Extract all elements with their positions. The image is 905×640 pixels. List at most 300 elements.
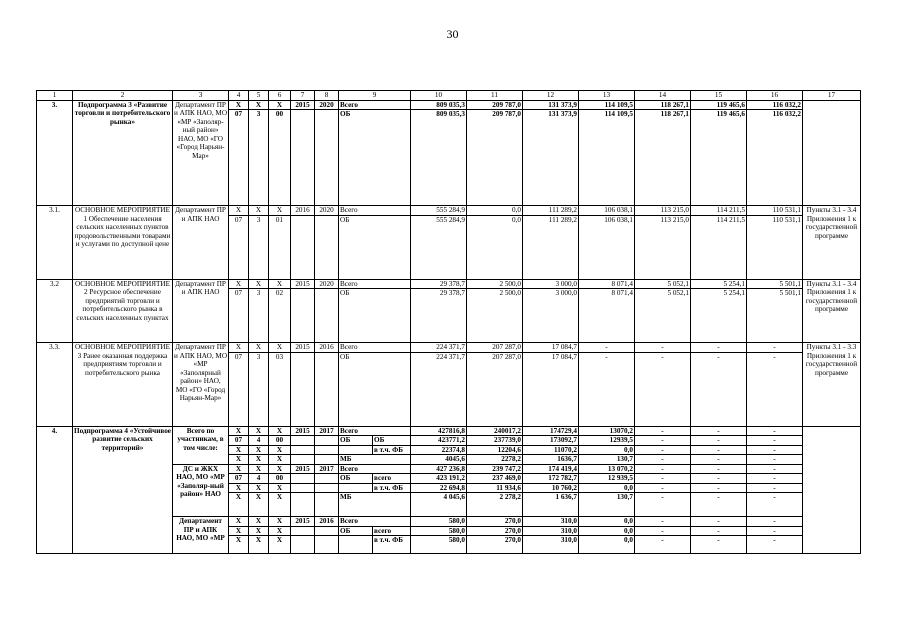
value-cell: -	[747, 526, 803, 536]
value-cell: 2 278,2	[467, 493, 523, 517]
value-cell: -	[691, 474, 747, 484]
table-cell: 4	[249, 436, 269, 446]
table-cell: 2015	[291, 100, 315, 110]
value-cell: 130,7	[579, 493, 635, 517]
value-cell: 0,0	[579, 445, 635, 455]
value-cell: 5 052,1	[635, 279, 691, 289]
column-header: 10	[411, 91, 467, 101]
value-cell: 310,0	[523, 536, 579, 554]
value-cell: 17 084,7	[523, 343, 579, 353]
table-cell: 2015	[291, 343, 315, 353]
table-cell: Х	[229, 455, 249, 465]
value-cell: -	[635, 464, 691, 474]
value-cell: -	[747, 493, 803, 517]
table-cell	[315, 436, 339, 446]
value-cell: 1636,7	[523, 455, 579, 465]
value-cell: 0,0	[467, 215, 523, 279]
row-number: 3.1.	[37, 206, 73, 280]
page-number: 30	[446, 27, 459, 41]
table-cell: Х	[269, 464, 291, 474]
table-cell	[315, 215, 339, 279]
table-cell: Х	[269, 536, 291, 554]
column-header: 8	[315, 91, 339, 101]
value-cell: 239 747,2	[467, 464, 523, 474]
value-cell: 12204,6	[467, 445, 523, 455]
value-cell: 11 934,6	[467, 483, 523, 493]
table-cell: Х	[229, 526, 249, 536]
source-sublabel: в т.ч. ФБ	[373, 483, 411, 493]
table-cell: Х	[269, 343, 291, 353]
value-cell: 111 289,2	[523, 206, 579, 216]
value-cell: 5 254,1	[691, 279, 747, 289]
table-cell: Х	[249, 526, 269, 536]
value-cell: -	[747, 445, 803, 455]
value-cell: 113 215,0	[635, 206, 691, 216]
table-cell: Х	[269, 483, 291, 493]
table-cell: 02	[269, 289, 291, 343]
column-header: 2	[73, 91, 173, 101]
value-cell: 224 371,7	[411, 343, 467, 353]
table-row	[37, 343, 861, 353]
table-cell: 00	[269, 110, 291, 206]
source-sublabel: в т.ч. ФБ	[373, 536, 411, 554]
row-title: Подпрограмма 3 «Развитие торговли и потребительского рынка»	[73, 100, 173, 206]
table-cell: 2017	[315, 464, 339, 474]
value-cell: -	[747, 474, 803, 484]
source-label: МБ	[339, 455, 411, 465]
value-cell: 207 287,0	[467, 343, 523, 353]
table-cell: 07	[229, 436, 249, 446]
value-cell: 5 052,1	[635, 289, 691, 343]
value-cell: -	[691, 436, 747, 446]
source-label: МБ	[339, 493, 411, 517]
value-cell: 270,0	[467, 526, 523, 536]
column-header: 12	[523, 91, 579, 101]
column-header: 5	[249, 91, 269, 101]
table-cell	[315, 455, 339, 465]
value-cell: -	[691, 455, 747, 465]
value-cell: 237739,0	[467, 436, 523, 446]
value-cell: 0,0	[579, 517, 635, 527]
value-cell: 237 469,0	[467, 474, 523, 484]
value-cell: 3 000,0	[523, 289, 579, 343]
executor: Департамент ПР и АПК НАО	[173, 279, 229, 343]
row-title: ОСНОВНОЕ МЕРОПРИЯТИЕ 1 Обеспечение населения сельских населенных пунктов продовольственными товарами и услугами по доступной цене	[73, 206, 173, 280]
value-cell: -	[635, 474, 691, 484]
value-cell: 131 373,9	[523, 100, 579, 110]
source-label: ОБ	[339, 352, 411, 426]
value-cell: -	[747, 343, 803, 353]
table-cell	[315, 493, 339, 517]
value-cell: 2 500,0	[467, 289, 523, 343]
executor: Департамент ПР и АПК НАО, МО «МР «Заполяр-ный район» НАО, МО «ГО «Город Нарьян-Мар»	[173, 100, 229, 206]
table-cell: Х	[229, 100, 249, 110]
table-cell: Х	[249, 464, 269, 474]
table-cell: Х	[249, 483, 269, 493]
value-cell: 5 254,1	[691, 289, 747, 343]
value-cell: 4045,6	[411, 455, 467, 465]
table-cell: 2016	[291, 206, 315, 216]
column-header: 11	[467, 91, 523, 101]
table-cell	[291, 352, 315, 426]
value-cell: 29 378,7	[411, 289, 467, 343]
table-cell: Х	[229, 493, 249, 517]
value-cell: 809 035,3	[411, 100, 467, 110]
table-cell: 2015	[291, 426, 315, 436]
value-cell: -	[635, 352, 691, 426]
source-label: Всего	[339, 464, 411, 474]
executor: Всего по участникам, в том числе:	[173, 426, 229, 464]
table-cell: 3	[249, 352, 269, 426]
value-cell: 580,0	[411, 517, 467, 527]
row-number: 3.2	[37, 279, 73, 343]
table-cell	[291, 493, 315, 517]
table-cell: Х	[249, 517, 269, 527]
column-header: 13	[579, 91, 635, 101]
table-row	[37, 100, 861, 110]
value-cell: 10 760,2	[523, 483, 579, 493]
source-label: ОБ	[339, 436, 373, 446]
table-cell	[291, 436, 315, 446]
value-cell: 119 465,6	[691, 110, 747, 206]
source-label	[339, 536, 373, 554]
table-cell: Х	[249, 493, 269, 517]
source-label: ОБ	[339, 215, 411, 279]
table-cell: 03	[269, 352, 291, 426]
value-cell: 118 267,1	[635, 100, 691, 110]
table-cell: Х	[229, 464, 249, 474]
value-cell: 1 636,7	[523, 493, 579, 517]
table-cell: Х	[229, 517, 249, 527]
table-cell: 2017	[315, 426, 339, 436]
table-cell: Х	[269, 445, 291, 455]
value-cell: -	[691, 493, 747, 517]
value-cell: 116 032,2	[747, 110, 803, 206]
table-cell: Х	[269, 426, 291, 436]
row-title: ОСНОВНОЕ МЕРОПРИЯТИЕ 2 Ресурсное обеспечение предприятий торговли и потребительского рынка в сельских населенных пунктах	[73, 279, 173, 343]
table-cell: 07	[229, 352, 249, 426]
table-cell: 2015	[291, 279, 315, 289]
table-cell	[291, 289, 315, 343]
value-cell: 113 215,0	[635, 215, 691, 279]
source-sublabel: в т.ч. ФБ	[373, 445, 411, 455]
value-cell: 580,0	[411, 526, 467, 536]
table-row	[37, 206, 861, 216]
table-cell: Х	[229, 343, 249, 353]
value-cell: -	[747, 436, 803, 446]
value-cell: 423 191,2	[411, 474, 467, 484]
value-cell: 12 939,5	[579, 474, 635, 484]
value-cell: -	[691, 464, 747, 474]
value-cell: 310,0	[523, 517, 579, 527]
value-cell: 3 000,0	[523, 279, 579, 289]
table-cell: 2020	[315, 279, 339, 289]
table-cell: Х	[249, 279, 269, 289]
value-cell: -	[747, 483, 803, 493]
value-cell: 209 787,0	[467, 110, 523, 206]
table-cell: 07	[229, 289, 249, 343]
table-cell: Х	[269, 279, 291, 289]
value-cell: -	[635, 526, 691, 536]
value-cell: 114 109,5	[579, 110, 635, 206]
table-cell: 00	[269, 474, 291, 484]
table-cell	[315, 289, 339, 343]
value-cell: 4 045,6	[411, 493, 467, 517]
source-label: ОБ	[339, 110, 411, 206]
value-cell: 5 501,1	[747, 289, 803, 343]
table-row	[37, 279, 861, 289]
note-cell	[803, 426, 861, 554]
table-cell	[291, 526, 315, 536]
value-cell: 0,0	[579, 536, 635, 554]
value-cell: -	[635, 445, 691, 455]
table-cell	[291, 110, 315, 206]
table-cell: Х	[269, 517, 291, 527]
value-cell: 110 531,1	[747, 215, 803, 279]
value-cell: 310,0	[523, 526, 579, 536]
executor: ДС и ЖКХ НАО, МО «МР «Заполяр-ный район» НАО	[173, 464, 229, 517]
value-cell: 118 267,1	[635, 110, 691, 206]
value-cell: 114 211,5	[691, 215, 747, 279]
value-cell: -	[579, 343, 635, 353]
source-label	[339, 483, 373, 493]
row-title: Подпрограмма 4 «Устойчивое развитие сельских территорий»	[73, 426, 173, 554]
table-cell: Х	[249, 445, 269, 455]
column-header: 3	[173, 91, 229, 101]
table-cell: 3	[249, 110, 269, 206]
table-cell	[315, 110, 339, 206]
table-cell: 01	[269, 215, 291, 279]
value-cell: 22 694,8	[411, 483, 467, 493]
value-cell: 174 419,4	[523, 464, 579, 474]
table-cell	[315, 536, 339, 554]
table-cell: Х	[249, 536, 269, 554]
source-sublabel: всего	[373, 474, 411, 484]
value-cell: 130,7	[579, 455, 635, 465]
note-cell: Пункты 3.1 - 3.4 Приложения 1 к государственной программе	[803, 279, 861, 343]
value-cell: 555 284,9	[411, 206, 467, 216]
value-cell: -	[635, 493, 691, 517]
table-cell: Х	[229, 445, 249, 455]
table-cell: 2020	[315, 100, 339, 110]
value-cell: 8 071,4	[579, 279, 635, 289]
value-cell: 209 787,0	[467, 100, 523, 110]
table-cell: Х	[249, 100, 269, 110]
value-cell: 17 084,7	[523, 352, 579, 426]
value-cell: 240017,2	[467, 426, 523, 436]
value-cell: -	[635, 483, 691, 493]
value-cell: -	[747, 464, 803, 474]
value-cell: 114 109,5	[579, 100, 635, 110]
table-cell: Х	[229, 279, 249, 289]
table-cell: 4	[249, 474, 269, 484]
table-cell: 07	[229, 110, 249, 206]
table-cell: Х	[249, 455, 269, 465]
value-cell: 0,0	[579, 526, 635, 536]
source-label: Всего	[339, 517, 411, 527]
value-cell: 114 211,5	[691, 206, 747, 216]
table-cell: Х	[269, 455, 291, 465]
source-sublabel: ОБ	[373, 436, 411, 446]
table-cell	[315, 352, 339, 426]
value-cell: 174729,4	[523, 426, 579, 436]
note-cell: Пункты 3.1 - 3.4 Приложения 1 к государственной программе	[803, 206, 861, 280]
table-cell: 00	[269, 436, 291, 446]
source-sublabel: всего	[373, 526, 411, 536]
value-cell: -	[747, 517, 803, 527]
note-cell: Пункты 3.1 - 3.3 Приложения 1 к государственной программе	[803, 343, 861, 427]
table-cell: Х	[229, 426, 249, 436]
table-cell: Х	[249, 343, 269, 353]
value-cell: 224 371,7	[411, 352, 467, 426]
source-label	[339, 445, 373, 455]
value-cell: -	[747, 352, 803, 426]
value-cell: 0,0	[579, 483, 635, 493]
table-cell: 2016	[315, 517, 339, 527]
value-cell: -	[635, 517, 691, 527]
value-cell: 809 035,3	[411, 110, 467, 206]
column-header: 6	[269, 91, 291, 101]
column-header: 7	[291, 91, 315, 101]
source-label: Всего	[339, 343, 411, 353]
column-header: 14	[635, 91, 691, 101]
table-cell	[315, 526, 339, 536]
value-cell: -	[579, 352, 635, 426]
value-cell: 106 038,1	[579, 215, 635, 279]
value-cell: -	[691, 426, 747, 436]
column-header: 1	[37, 91, 73, 101]
column-header: 17	[803, 91, 861, 101]
value-cell: 580,0	[411, 536, 467, 554]
source-label: ОБ	[339, 474, 373, 484]
row-number: 3.3.	[37, 343, 73, 427]
executor: Департамент ПР и АПК НАО, МО «МР «Заполярный район» НАО, МО «ГО «Город Нарьян-Мар»	[173, 343, 229, 427]
value-cell: -	[635, 536, 691, 554]
note-cell	[803, 100, 861, 206]
table-cell: Х	[249, 206, 269, 216]
column-header: 9	[339, 91, 411, 101]
column-header: 16	[747, 91, 803, 101]
value-cell: 555 284,9	[411, 215, 467, 279]
value-cell: 13070,2	[579, 426, 635, 436]
table-cell: 3	[249, 289, 269, 343]
value-cell: -	[635, 343, 691, 353]
table-cell: Х	[269, 493, 291, 517]
source-label: Всего	[339, 426, 411, 436]
row-number: 4.	[37, 426, 73, 554]
table-cell: 3	[249, 215, 269, 279]
table-cell: Х	[229, 536, 249, 554]
table-cell: Х	[229, 206, 249, 216]
value-cell: -	[691, 483, 747, 493]
table-cell: 2015	[291, 517, 315, 527]
value-cell: 119 465,6	[691, 100, 747, 110]
table-cell: Х	[269, 526, 291, 536]
value-cell: 12939,5	[579, 436, 635, 446]
value-cell: 427816,8	[411, 426, 467, 436]
table-cell	[291, 536, 315, 554]
value-cell: -	[691, 352, 747, 426]
table-cell	[291, 445, 315, 455]
value-cell: 207 287,0	[467, 352, 523, 426]
executor: Департамент ПР и АПК НАО, МО «МР	[173, 517, 229, 554]
table-cell	[291, 474, 315, 484]
table-cell	[315, 474, 339, 484]
value-cell: -	[635, 436, 691, 446]
value-cell: -	[691, 343, 747, 353]
table-cell	[291, 215, 315, 279]
value-cell: -	[635, 426, 691, 436]
table-cell: Х	[249, 426, 269, 436]
value-cell: 5 501,1	[747, 279, 803, 289]
value-cell: -	[635, 455, 691, 465]
value-cell: 427 236,8	[411, 464, 467, 474]
table-cell: 2016	[315, 343, 339, 353]
column-header: 4	[229, 91, 249, 101]
header-row	[37, 91, 861, 101]
value-cell: -	[747, 536, 803, 554]
value-cell: 110 531,1	[747, 206, 803, 216]
value-cell: 13 070,2	[579, 464, 635, 474]
value-cell: 172 782,7	[523, 474, 579, 484]
value-cell: 11070,2	[523, 445, 579, 455]
source-label: Всего	[339, 100, 411, 110]
row-title: ОСНОВНОЕ МЕРОПРИЯТИЕ 3 Ранее оказанная поддержка предприятиям торговли и потребительского рынка	[73, 343, 173, 427]
table-cell	[315, 445, 339, 455]
value-cell: 423771,2	[411, 436, 467, 446]
value-cell: 106 038,1	[579, 206, 635, 216]
value-cell: -	[691, 445, 747, 455]
value-cell: 2 500,0	[467, 279, 523, 289]
executor: Департамент ПР и АПК НАО	[173, 206, 229, 280]
table-cell: Х	[269, 100, 291, 110]
value-cell: 111 289,2	[523, 215, 579, 279]
column-header: 15	[691, 91, 747, 101]
source-label: Всего	[339, 279, 411, 289]
value-cell: 22374,8	[411, 445, 467, 455]
value-cell: 270,0	[467, 536, 523, 554]
source-label: ОБ	[339, 289, 411, 343]
value-cell: 131 373,9	[523, 110, 579, 206]
value-cell: 173092,7	[523, 436, 579, 446]
value-cell: 29 378,7	[411, 279, 467, 289]
table-row	[37, 426, 861, 436]
budget-table	[36, 90, 861, 554]
table-cell: 07	[229, 474, 249, 484]
value-cell: 270,0	[467, 517, 523, 527]
table-cell: 2020	[315, 206, 339, 216]
value-cell: -	[691, 517, 747, 527]
table-cell	[291, 483, 315, 493]
value-cell: 8 071,4	[579, 289, 635, 343]
table-cell	[315, 483, 339, 493]
source-label: ОБ	[339, 526, 373, 536]
value-cell: 0,0	[467, 206, 523, 216]
table-cell: 2015	[291, 464, 315, 474]
table-cell	[291, 455, 315, 465]
value-cell: 116 032,2	[747, 100, 803, 110]
table-cell: Х	[269, 206, 291, 216]
value-cell: -	[747, 426, 803, 436]
value-cell: -	[691, 536, 747, 554]
value-cell: -	[747, 455, 803, 465]
row-number: 3.	[37, 100, 73, 206]
value-cell: 2278,2	[467, 455, 523, 465]
table-cell: 07	[229, 215, 249, 279]
table-cell: Х	[229, 483, 249, 493]
source-label: Всего	[339, 206, 411, 216]
value-cell: -	[691, 526, 747, 536]
